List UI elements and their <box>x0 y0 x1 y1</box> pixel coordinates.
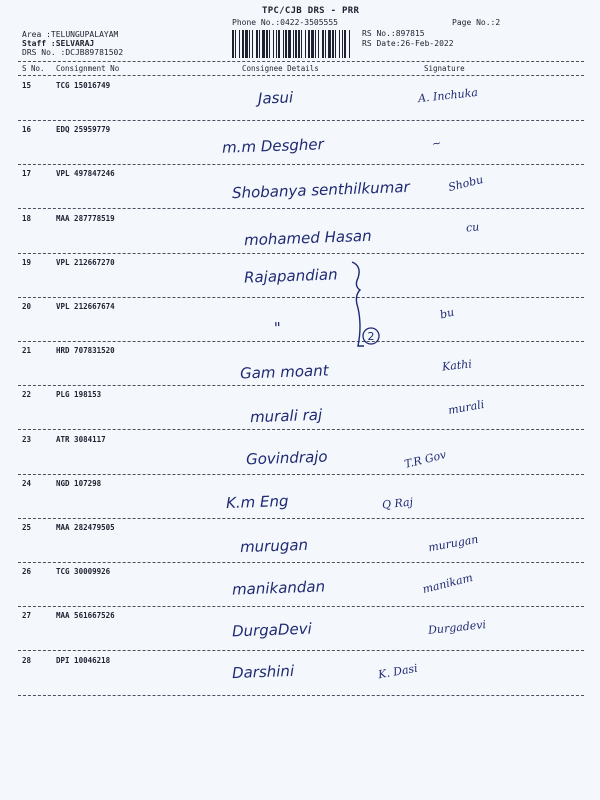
row-consignee-name: Gam moant <box>239 361 329 383</box>
barcode-bar <box>285 30 287 58</box>
barcode-bar <box>308 30 310 58</box>
barcode-bar <box>239 30 240 58</box>
barcode-bar <box>256 30 258 58</box>
col-signature: Signature <box>424 64 465 73</box>
barcode-bar <box>259 30 260 58</box>
row-sno: 28 <box>22 655 32 665</box>
barcode-bar <box>339 30 340 58</box>
row-divider <box>18 341 584 342</box>
row-signature: A. Inchuka <box>417 85 479 106</box>
page-number: Page No.:2 <box>452 18 501 27</box>
row-sno: 21 <box>22 346 32 356</box>
barcode-bar <box>283 30 284 58</box>
row-sno: 16 <box>22 125 32 135</box>
row-consignee-name: Rajapandian <box>243 265 338 287</box>
col-consignment: Consignment No <box>56 64 120 73</box>
barcode-bar <box>332 30 334 58</box>
barcode-bar <box>293 30 294 58</box>
barcode-bar <box>328 30 331 58</box>
row-divider <box>18 650 584 651</box>
barcode-bar <box>311 30 314 58</box>
row-signature: Shobu <box>446 172 485 195</box>
row-divider <box>18 606 584 607</box>
staff-label: Staff :SELVARAJ <box>22 39 95 48</box>
barcode-bar <box>232 30 234 58</box>
row-divider <box>18 474 584 475</box>
row-consignee-name: Govindrajo <box>245 447 328 469</box>
row-consignee-name: DurgaDevi <box>231 619 313 641</box>
row-signature: K. Dasi <box>377 661 419 682</box>
bracket-annotation <box>338 256 398 356</box>
barcode-bar <box>315 30 316 58</box>
barcode-bar <box>318 30 319 58</box>
barcode-bar <box>305 30 306 58</box>
row-signature: manikam <box>421 570 475 597</box>
row-divider <box>18 385 584 386</box>
row-consignee-name: mohamed Hasan <box>243 226 372 250</box>
row-consignee-name: Jasui <box>257 88 294 108</box>
row-consignee-name: K.m Eng <box>225 491 289 513</box>
barcode-bar <box>273 30 274 58</box>
barcode-bar <box>325 30 326 58</box>
row-consignee-name: murali raj <box>249 405 323 427</box>
row-signature: ~ <box>430 136 443 151</box>
annotation-number: 2 <box>367 330 375 343</box>
row-consignment-no: VPL 212667674 <box>56 302 115 311</box>
row-consignment-no: PLG 198153 <box>56 390 102 400</box>
row-divider <box>18 562 584 563</box>
row-consignment-no: TCG 30009926 <box>56 567 111 577</box>
row-sno: 22 <box>22 390 32 400</box>
row-divider <box>18 164 584 165</box>
row-signature: T.R Gov <box>403 448 448 471</box>
barcode-bar <box>298 30 300 58</box>
row-sno: 17 <box>22 169 32 179</box>
barcode <box>230 30 354 58</box>
barcode-bar <box>295 30 297 58</box>
barcode-bar <box>335 30 336 58</box>
row-consignee-name: m.m Desgher <box>221 135 325 157</box>
row-signature: bu <box>438 305 456 322</box>
barcode-bar <box>342 30 343 58</box>
row-sno: 26 <box>22 567 32 577</box>
col-sno: S No. <box>22 64 45 73</box>
row-consignment-no: VPL 497847246 <box>56 169 115 179</box>
barcode-bar <box>301 30 302 58</box>
row-sno: 25 <box>22 523 32 532</box>
row-signature: Durgadevi <box>427 618 487 637</box>
row-consignment-no: EDQ 25959779 <box>56 125 111 135</box>
area-label: Area :TELUNGUPALAYAM <box>22 30 119 39</box>
barcode-bar <box>262 30 265 58</box>
barcode-bar <box>276 30 277 58</box>
row-consignment-no: TCG 15016749 <box>56 81 111 90</box>
row-consignee-name: murugan <box>239 535 309 557</box>
row-divider <box>18 120 584 121</box>
row-signature: Kathi <box>441 357 473 374</box>
barcode-bar <box>245 30 248 58</box>
sheet-title: TPC/CJB DRS - PRR <box>262 6 360 16</box>
row-consignment-no: MAA 287778519 <box>56 213 115 223</box>
row-consignment-no: MAA 561667526 <box>56 611 115 621</box>
row-sno: 19 <box>22 257 32 267</box>
barcode-bar <box>344 30 346 58</box>
row-signature: murali <box>447 397 486 418</box>
barcode-bar <box>322 30 324 58</box>
barcode-bar <box>288 30 291 58</box>
row-consignee-name: Darshini <box>231 661 295 683</box>
barcode-bar <box>252 30 253 58</box>
row-consignment-no: VPL 212667270 <box>56 257 115 267</box>
header-divider-top <box>18 61 584 62</box>
rs-number: RS No.:897815 <box>362 29 425 38</box>
row-sno: 23 <box>22 434 32 444</box>
row-consignee-name: Shobanya senthilkumar <box>231 177 410 203</box>
drs-number: DRS No. :DCJB89781502 <box>22 48 124 57</box>
col-consignee: Consignee Details <box>242 64 319 73</box>
barcode-bar <box>349 30 350 58</box>
rs-date: RS Date:26-Feb-2022 <box>362 39 454 48</box>
header-divider-bottom <box>18 75 584 76</box>
row-sno: 18 <box>22 213 32 223</box>
barcode-bar <box>249 30 250 58</box>
row-signature: Q Raj <box>381 495 414 512</box>
row-sno: 15 <box>22 81 32 90</box>
row-sno: 27 <box>22 611 32 621</box>
barcode-bar <box>269 30 270 58</box>
row-sno: 24 <box>22 478 32 488</box>
row-divider <box>18 429 584 430</box>
row-divider <box>18 297 584 298</box>
barcode-bar <box>235 30 236 58</box>
barcode-bar <box>278 30 280 58</box>
row-consignment-no: NGD 107298 <box>56 478 102 488</box>
row-divider <box>18 518 584 519</box>
row-divider <box>18 208 584 209</box>
row-consignment-no: ATR 3084117 <box>56 434 106 444</box>
row-consignee-name: manikandan <box>231 577 326 599</box>
row-signature: murugan <box>427 532 480 555</box>
row-divider <box>18 253 584 254</box>
row-divider <box>18 695 584 696</box>
row-consignment-no: MAA 282479505 <box>56 523 115 532</box>
barcode-bar <box>266 30 268 58</box>
row-sno: 20 <box>22 302 32 311</box>
barcode-bar <box>242 30 244 58</box>
row-consignment-no: HRD 707831520 <box>56 346 115 356</box>
phone-number: Phone No.:0422-3505555 <box>232 18 338 27</box>
row-signature: cu <box>465 220 480 235</box>
row-consignee-name: " <box>273 318 282 338</box>
row-consignment-no: DPI 10046218 <box>56 655 111 665</box>
